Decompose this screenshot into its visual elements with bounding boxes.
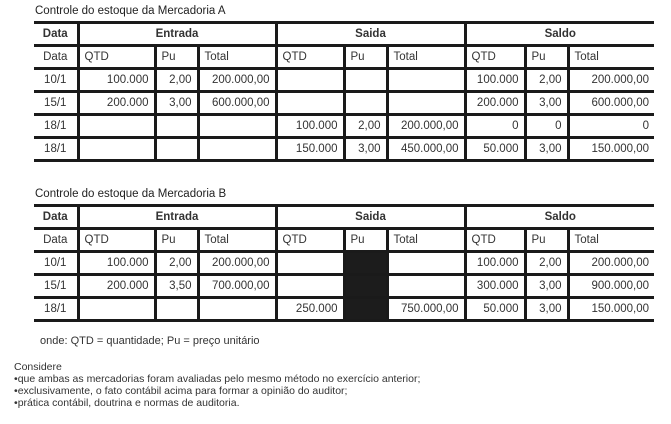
consider-item: • que ambas as mercadorias foram avaliadas pelo mesmo método no exercício anterior; — [14, 373, 420, 385]
header-saldo: Saldo — [465, 23, 654, 46]
subheader-entrada-total: Total — [198, 229, 276, 252]
cell-entrada-total: 200.000,00 — [198, 69, 276, 92]
consider-item: • exclusivamente, o fato contábil acima para formar a opinião do auditor; — [14, 385, 420, 397]
cell-saldo-qtd: 100.000 — [465, 252, 525, 275]
table-row — [34, 252, 654, 275]
subheader-entrada-qtd: QTD — [78, 46, 155, 69]
sub-header-row — [34, 46, 654, 69]
redacted-cell-saida-pu — [344, 252, 387, 275]
cell-saldo-qtd: 300.000 — [465, 275, 525, 298]
header-saida: Saida — [276, 206, 465, 229]
table-row — [34, 298, 654, 321]
cell-entrada-qtd: 200.000 — [78, 275, 155, 298]
cell-entrada-pu — [155, 298, 198, 321]
cell-saida-pu — [344, 69, 387, 92]
cell-saldo-total: 200.000,00 — [568, 252, 654, 275]
subheader-saida-pu: Pu — [344, 229, 387, 252]
cell-saldo-qtd: 200.000 — [465, 92, 525, 115]
cell-saida-total — [387, 252, 465, 275]
subheader-saida-total: Total — [387, 46, 465, 69]
consider-section — [14, 361, 420, 409]
cell-entrada-pu: 3,50 — [155, 275, 198, 298]
group-header-row — [34, 206, 654, 229]
cell-saida-qtd — [276, 275, 344, 298]
cell-saldo-total: 200.000,00 — [568, 69, 654, 92]
header-saldo: Saldo — [465, 206, 654, 229]
cell-saida-total — [387, 92, 465, 115]
cell-saida-pu — [344, 92, 387, 115]
cell-entrada-total: 600.000,00 — [198, 92, 276, 115]
cell-saldo-pu: 3,00 — [525, 138, 568, 161]
header-saida: Saida — [276, 23, 465, 46]
cell-entrada-qtd: 100.000 — [78, 252, 155, 275]
subheader-saldo-total: Total — [568, 229, 654, 252]
cell-saldo-pu: 3,00 — [525, 298, 568, 321]
table-row — [34, 115, 654, 138]
table-row — [34, 92, 654, 115]
cell-data: 15/1 — [34, 275, 78, 298]
cell-saida-qtd: 100.000 — [276, 115, 344, 138]
cell-saida-qtd: 250.000 — [276, 298, 344, 321]
cell-entrada-qtd — [78, 115, 155, 138]
cell-saldo-qtd: 50.000 — [465, 298, 525, 321]
cell-entrada-qtd — [78, 298, 155, 321]
cell-entrada-qtd — [78, 138, 155, 161]
cell-saldo-total: 150.000,00 — [568, 298, 654, 321]
cell-saldo-pu: 3,00 — [525, 92, 568, 115]
header-entrada: Entrada — [78, 23, 276, 46]
subheader-saldo-pu: Pu — [525, 46, 568, 69]
subheader-entrada-pu: Pu — [155, 46, 198, 69]
cell-saldo-pu: 2,00 — [525, 252, 568, 275]
consider-heading: Considere — [14, 361, 62, 373]
group-header-row — [34, 23, 654, 46]
cell-entrada-pu — [155, 115, 198, 138]
cell-saldo-total: 600.000,00 — [568, 92, 654, 115]
table-row — [34, 138, 654, 161]
subheader-saldo-pu: Pu — [525, 229, 568, 252]
header-data: Data — [34, 206, 78, 229]
header-entrada: Entrada — [78, 206, 276, 229]
cell-saida-pu: 2,00 — [344, 115, 387, 138]
cell-entrada-pu: 3,00 — [155, 92, 198, 115]
cell-data: 18/1 — [34, 138, 78, 161]
cell-entrada-pu: 2,00 — [155, 252, 198, 275]
subheader-saldo-qtd: QTD — [465, 46, 525, 69]
subheader-entrada-qtd: QTD — [78, 229, 155, 252]
cell-saida-total: 750.000,00 — [387, 298, 465, 321]
cell-entrada-total: 200.000,00 — [198, 252, 276, 275]
cell-entrada-total: 700.000,00 — [198, 275, 276, 298]
table-row — [34, 69, 654, 92]
cell-saida-qtd: 150.000 — [276, 138, 344, 161]
cell-saldo-pu: 2,00 — [525, 69, 568, 92]
cell-saida-total: 450.000,00 — [387, 138, 465, 161]
redacted-cell-saida-pu — [344, 298, 387, 321]
table-a-title: Controle do estoque da Mercadoria A — [35, 5, 226, 17]
cell-entrada-total — [198, 115, 276, 138]
consider-item: • prática contábil, doutrina e normas de auditoria. — [14, 397, 420, 409]
redacted-cell-saida-pu — [344, 275, 387, 298]
cell-data: 18/1 — [34, 298, 78, 321]
cell-saldo-pu: 0 — [525, 115, 568, 138]
legend-note: onde: QTD = quantidade; Pu = preço unitário — [40, 335, 260, 347]
subheader-saida-pu: Pu — [344, 46, 387, 69]
subheader-data: Data — [34, 46, 78, 69]
subheader-saldo-total: Total — [568, 46, 654, 69]
subheader-data: Data — [34, 229, 78, 252]
cell-saldo-total: 0 — [568, 115, 654, 138]
cell-data: 15/1 — [34, 92, 78, 115]
cell-saida-total — [387, 275, 465, 298]
cell-saida-total: 200.000,00 — [387, 115, 465, 138]
consider-list — [14, 373, 420, 409]
cell-saldo-total: 900.000,00 — [568, 275, 654, 298]
header-data: Data — [34, 23, 78, 46]
cell-saida-qtd — [276, 252, 344, 275]
cell-saldo-total: 150.000,00 — [568, 138, 654, 161]
sub-header-row — [34, 229, 654, 252]
cell-data: 18/1 — [34, 115, 78, 138]
cell-entrada-total — [198, 298, 276, 321]
cell-entrada-pu: 2,00 — [155, 69, 198, 92]
cell-saida-qtd — [276, 69, 344, 92]
subheader-saida-total: Total — [387, 229, 465, 252]
table-row — [34, 275, 654, 298]
cell-entrada-qtd: 200.000 — [78, 92, 155, 115]
table-b-title: Controle do estoque da Mercadoria B — [35, 188, 227, 200]
subheader-saida-qtd: QTD — [276, 229, 344, 252]
cell-saldo-qtd: 100.000 — [465, 69, 525, 92]
cell-saldo-pu: 3,00 — [525, 275, 568, 298]
cell-saida-qtd — [276, 92, 344, 115]
subheader-saida-qtd: QTD — [276, 46, 344, 69]
cell-entrada-total — [198, 138, 276, 161]
cell-saida-pu: 3,00 — [344, 138, 387, 161]
cell-entrada-qtd: 100.000 — [78, 69, 155, 92]
cell-data: 10/1 — [34, 252, 78, 275]
subheader-entrada-total: Total — [198, 46, 276, 69]
subheader-saldo-qtd: QTD — [465, 229, 525, 252]
cell-saldo-qtd: 50.000 — [465, 138, 525, 161]
subheader-entrada-pu: Pu — [155, 229, 198, 252]
stock-table-b — [34, 204, 654, 322]
cell-data: 10/1 — [34, 69, 78, 92]
cell-saldo-qtd: 0 — [465, 115, 525, 138]
cell-entrada-pu — [155, 138, 198, 161]
stock-table-a — [34, 21, 654, 162]
cell-saida-total — [387, 69, 465, 92]
